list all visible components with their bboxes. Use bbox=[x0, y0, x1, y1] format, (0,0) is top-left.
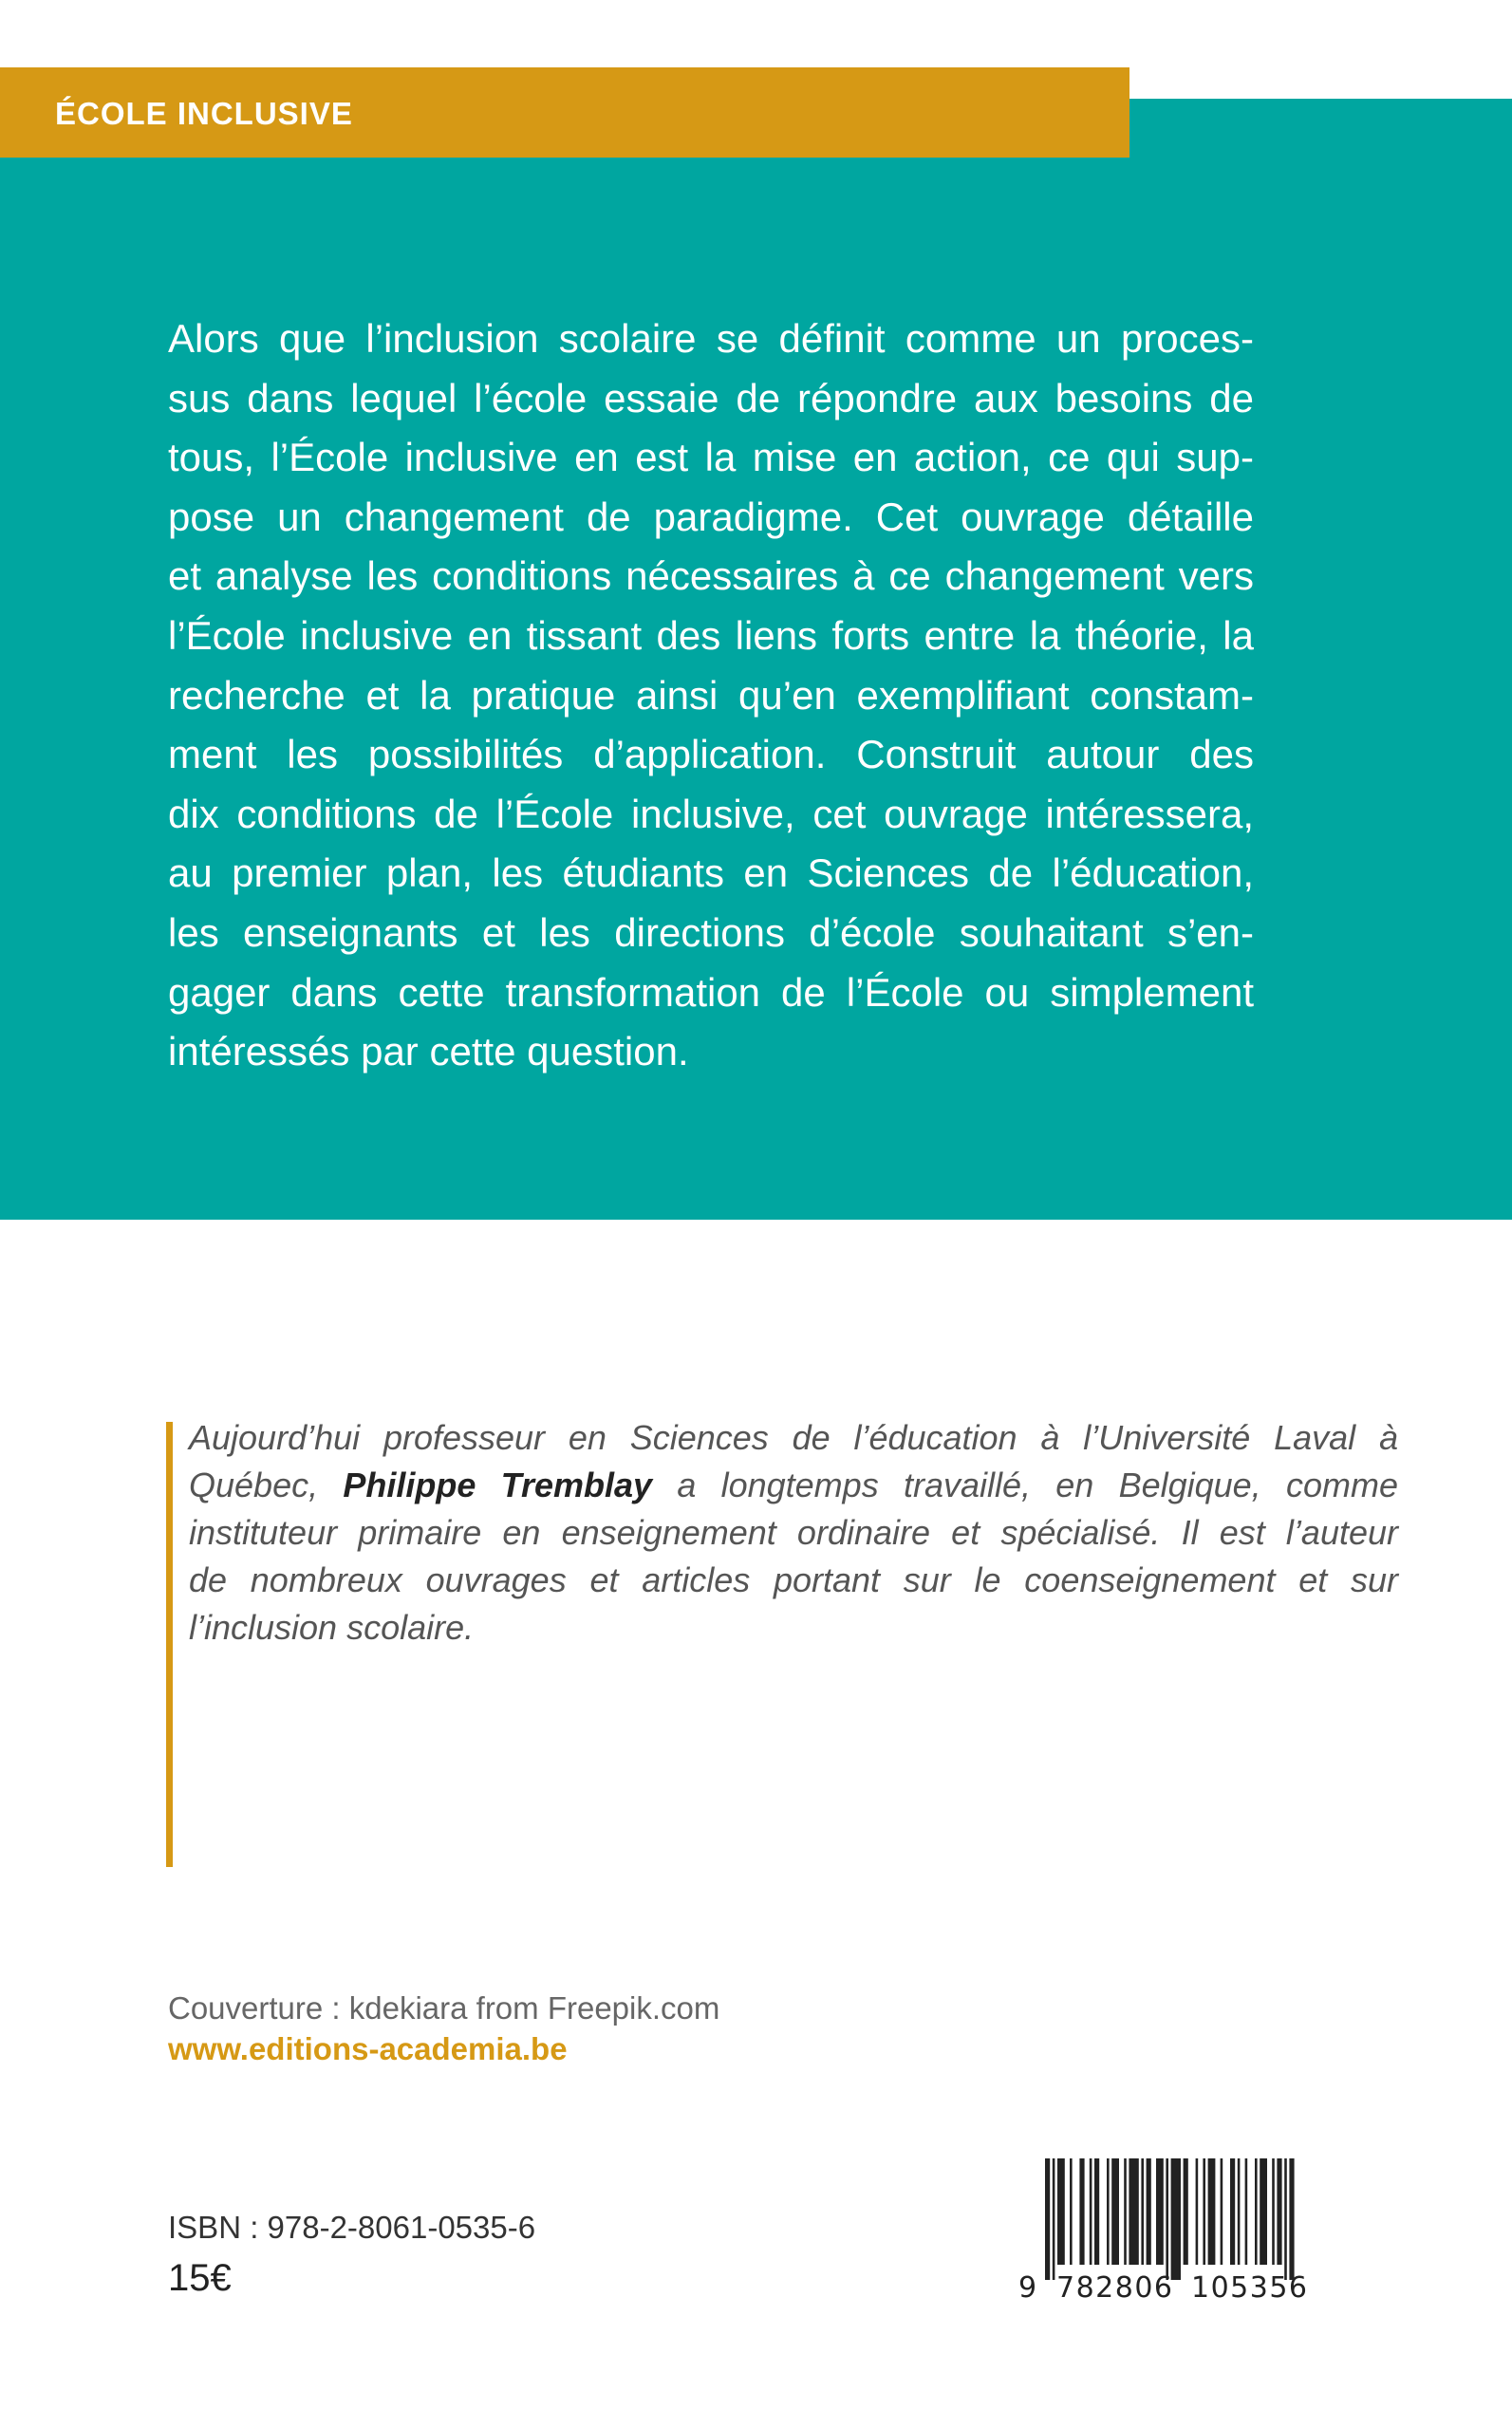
bio-line: l’inclusion scolaire. bbox=[189, 1608, 475, 1647]
blurb-line: gager dans cette transformation de l’École ou simplement bbox=[168, 969, 1254, 1015]
blurb-line: Alors que l’inclusion scolaire se définit comme un proces- bbox=[168, 316, 1254, 361]
bio-line bbox=[189, 1462, 1398, 1509]
barcode-bar bbox=[1208, 2158, 1216, 2265]
blurb-line: dix conditions de l’École inclusive, cet ouvrage intéressera, bbox=[168, 791, 1254, 836]
barcode-bars bbox=[1045, 2158, 1295, 2280]
blurb-line: et analyse les conditions nécessaires à ce changement vers bbox=[168, 553, 1254, 599]
barcode-bar bbox=[1221, 2158, 1223, 2265]
bio-line: de nombreux ouvrages et articles portant sur le coenseignement et sur bbox=[189, 1560, 1398, 1599]
barcode-bar bbox=[1045, 2158, 1050, 2280]
barcode-bar bbox=[1289, 2158, 1294, 2280]
publisher-website-link[interactable]: www.editions-academia.be bbox=[168, 2031, 568, 2066]
blurb-line: recherche et la pratique ainsi qu’en exemplifiant constam- bbox=[168, 672, 1254, 718]
barcode-bar bbox=[1272, 2158, 1275, 2265]
bio-accent-bar bbox=[166, 1422, 173, 1867]
barcode-bar bbox=[1284, 2158, 1287, 2280]
barcode-bar bbox=[1230, 2158, 1235, 2265]
barcode-digits-left: 782806 bbox=[1056, 2271, 1172, 2305]
barcode-bar bbox=[1079, 2158, 1084, 2265]
barcode-bar bbox=[1166, 2158, 1168, 2280]
barcode-digit-first: 9 bbox=[1018, 2271, 1037, 2305]
barcode-digits-right: 105356 bbox=[1191, 2271, 1307, 2305]
barcode-bar bbox=[1057, 2158, 1065, 2265]
barcode-bar bbox=[1124, 2158, 1127, 2265]
barcode-bar bbox=[1156, 2158, 1164, 2265]
barcode-bar bbox=[1260, 2158, 1267, 2265]
barcode-bar bbox=[1184, 2158, 1188, 2265]
cover-credit: Couverture : kdekiara from Freepik.com bbox=[168, 1990, 720, 2026]
barcode-bar bbox=[1090, 2158, 1092, 2265]
barcode-bar bbox=[1147, 2158, 1151, 2265]
barcode-bar bbox=[1245, 2158, 1248, 2265]
barcode-bar bbox=[1203, 2158, 1205, 2265]
series-banner bbox=[0, 67, 1129, 158]
isbn: ISBN : 978-2-8061-0535-6 bbox=[168, 2210, 536, 2245]
barcode bbox=[1018, 2155, 1332, 2306]
barcode-bar bbox=[1196, 2158, 1199, 2265]
price: 15€ bbox=[168, 2257, 232, 2299]
bio-text: a longtemps travaillé, en Belgique, comme bbox=[677, 1466, 1398, 1504]
author-bio bbox=[189, 1414, 1398, 1652]
bio-line: Aujourd’hui professeur en Sciences de l’éducation à l’Université Laval à bbox=[189, 1418, 1398, 1457]
blurb-line: intéressés par cette question. bbox=[168, 1029, 689, 1074]
barcode-bar bbox=[1171, 2158, 1181, 2280]
series-label: ÉCOLE INCLUSIVE bbox=[55, 96, 353, 131]
blurb-line: pose un changement de paradigme. Cet ouvrage détaille bbox=[168, 494, 1254, 539]
blurb-line: sus dans lequel l’école essaie de répondre aux besoins de bbox=[168, 375, 1254, 420]
barcode-bar bbox=[1141, 2158, 1144, 2265]
bio-line: instituteur primaire en enseignement ordinaire et spécialisé. Il est l’auteur bbox=[189, 1513, 1398, 1552]
bio-text: Québec, bbox=[189, 1466, 319, 1504]
barcode-bar bbox=[1277, 2158, 1281, 2265]
blurb-line: tous, l’École inclusive en est la mise en action, ce qui sup- bbox=[168, 435, 1254, 480]
barcode-bar bbox=[1129, 2158, 1138, 2265]
blurb-line: l’École inclusive en tissant des liens forts entre la théorie, la bbox=[168, 612, 1254, 658]
blurb-line: au premier plan, les étudiants en Sciences de l’éducation, bbox=[168, 850, 1254, 896]
barcode-bar bbox=[1111, 2158, 1119, 2265]
author-name: Philippe Tremblay bbox=[343, 1466, 653, 1504]
barcode-bar bbox=[1053, 2158, 1055, 2280]
blurb-line: les enseignants et les directions d’école souhaitant s’en- bbox=[168, 909, 1254, 955]
barcode-bar bbox=[1107, 2158, 1110, 2265]
barcode-bar bbox=[1255, 2158, 1258, 2265]
back-cover-blurb bbox=[168, 309, 1254, 1082]
blurb-line: ment les possibilités d’application. Construit autour des bbox=[168, 732, 1254, 777]
barcode-bar bbox=[1094, 2158, 1099, 2265]
barcode-bar bbox=[1070, 2158, 1073, 2265]
barcode-bar bbox=[1238, 2158, 1241, 2265]
